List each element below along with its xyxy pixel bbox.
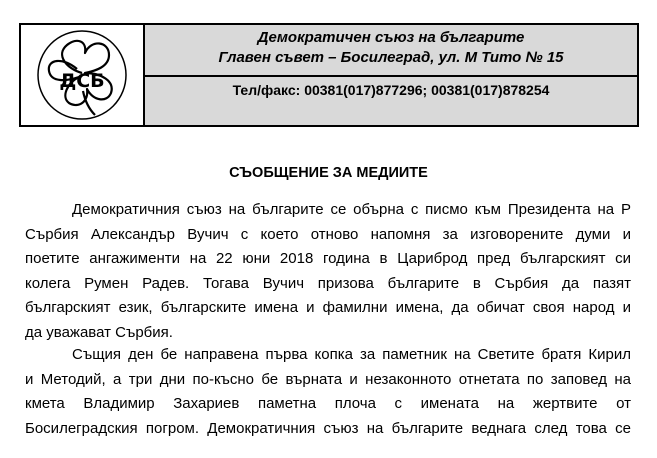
- org-cell: [145, 25, 637, 77]
- contact-phone-fax: Тел/факс: 00381(017)877296; 00381(017)878254: [232, 82, 550, 98]
- paragraph-1: [25, 198, 631, 345]
- logo-cell: [21, 25, 145, 125]
- paragraph-line: българският език, българските имена и фамилни имена, да обичат своя народ и: [25, 299, 631, 316]
- paragraph-line: Същия ден бе направена първа копка за паметник на Светите братя Кирил: [72, 346, 631, 363]
- paragraph-line: и Методий, а три дни по-късно бе върната и незаконното отнетата по заповед на: [25, 370, 631, 388]
- paragraph-2: [25, 343, 631, 441]
- document-title: СЪОБЩЕНИЕ ЗА МЕДИИТЕ: [229, 165, 428, 181]
- org-name: Демократичен съюз на българите: [257, 29, 525, 46]
- paragraph-line: да уважават Сърбия.: [25, 323, 173, 341]
- paragraph-line: Сърбия Александър Вучич с което отново напомня за изговорените думи и: [25, 225, 631, 243]
- org-address: Главен съвет – Босилеград, ул. М Тито № 15: [218, 49, 564, 66]
- logo-lettering: ДСБ: [59, 70, 105, 92]
- letterhead: [19, 23, 639, 127]
- paragraph-line: кмета Владимир Захариев паметна плоча с имената на жертвите от: [25, 395, 631, 412]
- paragraph-line: Демократичния съюз на българите се обърна с писмо към Президента на Р: [72, 201, 631, 218]
- clover-logo-icon: [27, 29, 137, 121]
- paragraph-line: поетите ангажименти на 22 юни 2018 година в Цариброд пред българският си: [25, 250, 631, 267]
- paragraph-line: колега Румен Радев. Тогава Вучич призова българите в Сърбия да пазят: [25, 274, 631, 292]
- contact-cell: [145, 77, 637, 125]
- paragraph-line: Босилеградския погром. Демократичния съюз на българите веднага след това се: [25, 419, 631, 437]
